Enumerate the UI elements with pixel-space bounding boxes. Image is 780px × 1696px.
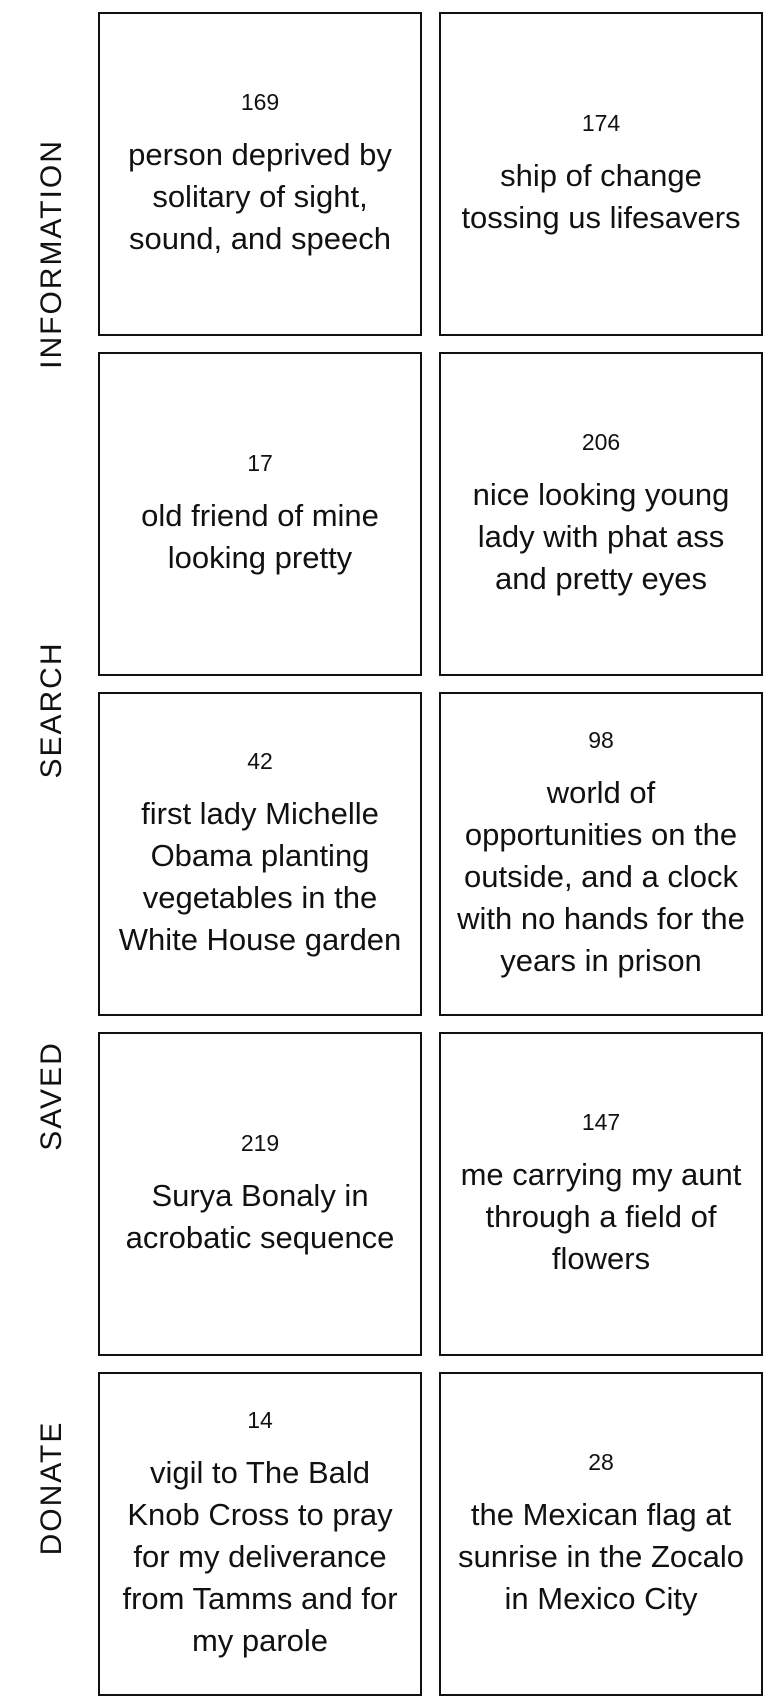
- card-text: Surya Bonaly in acrobatic sequence: [125, 1177, 395, 1255]
- card-number: 14: [247, 1406, 273, 1433]
- card-number: 219: [240, 1129, 280, 1156]
- request-card[interactable]: [439, 1372, 763, 1696]
- card-text: old friend of mine looking pretty: [141, 497, 379, 575]
- card-text: first lady Michelle Obama planting vegetables in the White House garden: [118, 795, 402, 957]
- card-number: 174: [581, 109, 621, 136]
- card-text: the Mexican flag at sunrise in the Zocalo in Mexico City: [457, 1496, 745, 1616]
- card-text: world of opportunities on the outside, and a clock with no hands for the years in prison: [457, 774, 745, 978]
- card-number: 206: [581, 428, 621, 455]
- request-card[interactable]: [439, 352, 763, 676]
- card-text: me carrying my aunt through a field of flowers: [460, 1156, 742, 1276]
- nav-search[interactable]: SEARCH: [35, 641, 68, 779]
- nav-saved[interactable]: SAVED: [35, 1041, 68, 1151]
- request-card[interactable]: [439, 12, 763, 336]
- card-number: 169: [240, 88, 280, 115]
- card-number: 17: [247, 449, 273, 476]
- card-text: person deprived by solitary of sight, sound, and speech: [128, 136, 392, 256]
- request-card[interactable]: [98, 352, 422, 676]
- card-number: 42: [247, 747, 273, 774]
- card-text: vigil to The Bald Knob Cross to pray for my deliverance from Tamms and for my parole: [122, 1454, 398, 1658]
- card-text: ship of change tossing us lifesavers: [461, 157, 741, 235]
- request-card[interactable]: [439, 692, 763, 1016]
- nav-donate[interactable]: DONATE: [35, 1420, 68, 1556]
- card-number: 28: [588, 1448, 614, 1475]
- card-text: nice looking young lady with phat ass and pretty eyes: [472, 476, 730, 596]
- request-card[interactable]: [439, 1032, 763, 1356]
- request-card[interactable]: [98, 1032, 422, 1356]
- card-number: 98: [588, 726, 614, 753]
- request-card[interactable]: [98, 692, 422, 1016]
- request-card[interactable]: [98, 1372, 422, 1696]
- request-card[interactable]: [98, 12, 422, 336]
- card-grid: [98, 12, 764, 1696]
- card-number: 147: [581, 1108, 621, 1135]
- nav-information[interactable]: INFORMATION: [35, 139, 68, 369]
